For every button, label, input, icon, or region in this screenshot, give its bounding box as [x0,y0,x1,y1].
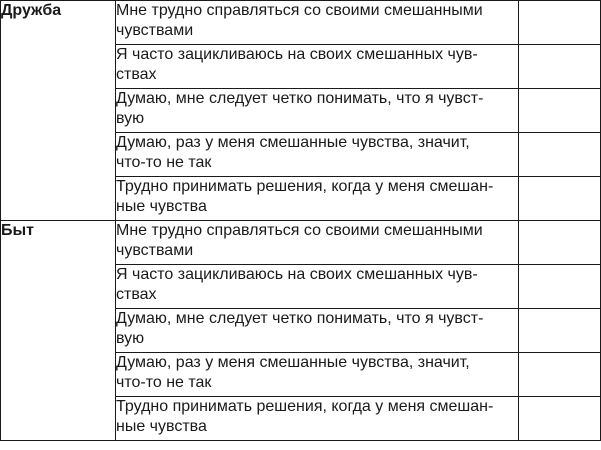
statement-cell: Мне трудно справляться со своими смешанными чувствами [116,221,519,265]
statement-cell: Думаю, мне следует четко понимать, что я чувст- вую [116,89,519,133]
score-input-cell[interactable] [519,397,601,441]
statement-cell: Я часто зацикливаюсь на своих смешанных чув- ствах [116,265,519,309]
statement-cell: Трудно принимать решения, когда у меня смешан- ные чувства [116,177,519,221]
category-label-household: Быт [1,221,116,441]
statement-cell: Мне трудно справляться со своими смешанными чувствами [116,1,519,45]
statement-cell: Думаю, раз у меня смешанные чувства, значит, что-то не так [116,353,519,397]
score-input-cell[interactable] [519,177,601,221]
score-input-cell[interactable] [519,309,601,353]
score-input-cell[interactable] [519,133,601,177]
score-input-cell[interactable] [519,89,601,133]
statement-cell: Я часто зацикливаюсь на своих смешанных чув- ствах [116,45,519,89]
score-input-cell[interactable] [519,1,601,45]
score-input-cell[interactable] [519,265,601,309]
statement-cell: Трудно принимать решения, когда у меня смешан- ные чувства [116,397,519,441]
table-row [1,221,601,265]
category-label-friendship: Дружба [1,1,116,221]
statement-cell: Думаю, мне следует четко понимать, что я чувст- вую [116,309,519,353]
score-input-cell[interactable] [519,221,601,265]
score-input-cell[interactable] [519,45,601,89]
score-input-cell[interactable] [519,353,601,397]
table-row [1,1,601,45]
statement-cell: Думаю, раз у меня смешанные чувства, значит, что-то не так [116,133,519,177]
